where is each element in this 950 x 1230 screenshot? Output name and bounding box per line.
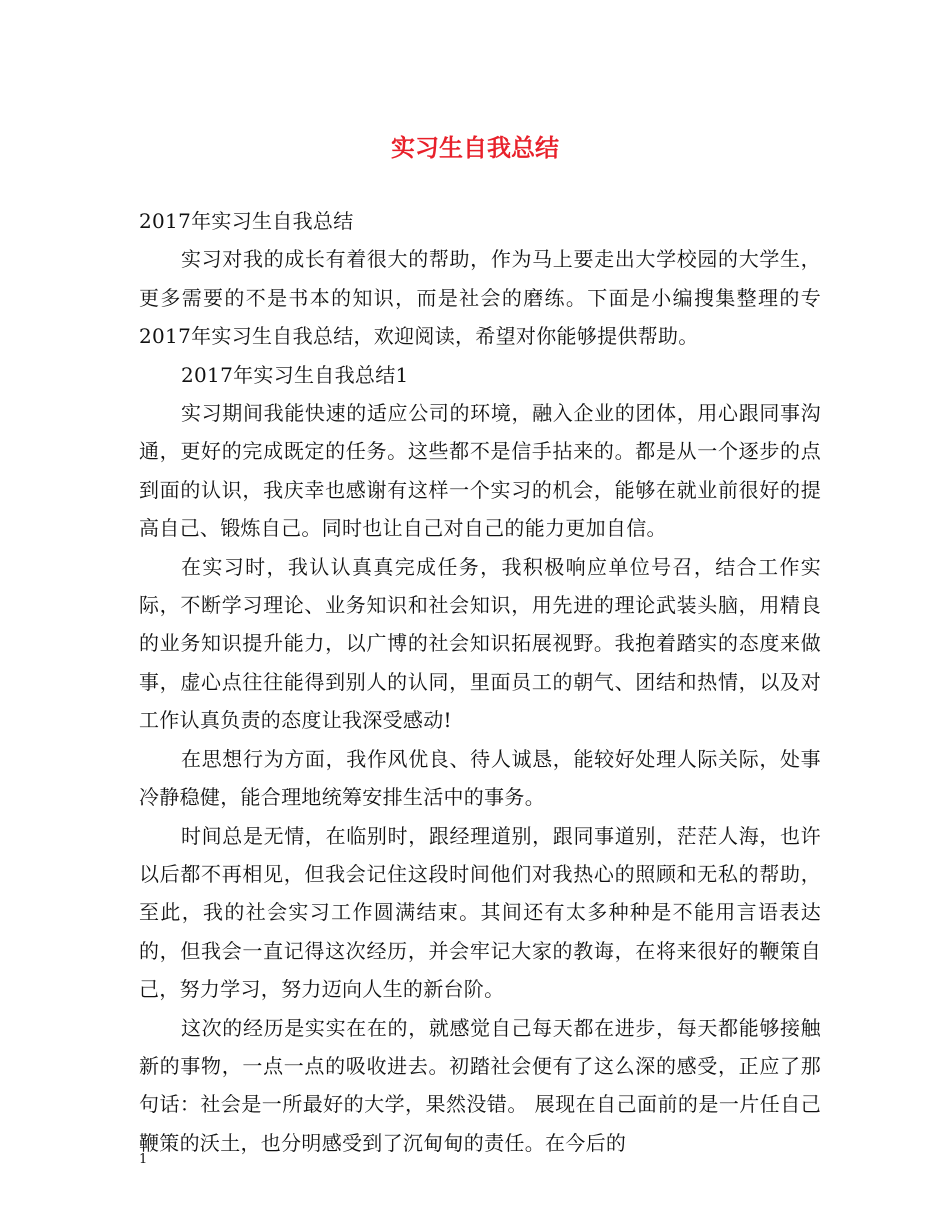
document-subtitle: 2017年实习生自我总结 bbox=[139, 209, 354, 233]
page-number: 1 bbox=[139, 1152, 148, 1167]
body-paragraph: 这次的经历是实实在在的，就感觉自己每天都在进步，每天都能够接触新的事物，一点一点的吸收进去。初踏社会便有了这么深的感受，正应了那句话：社会是一所最好的大学，果然没错。 展现在自己面前的是一片任自己鞭策的沃土，也分明感受到了沉甸甸的责任。在今后的 bbox=[139, 1015, 821, 1155]
section-heading: 2017年实习生自我总结1 bbox=[181, 362, 409, 387]
document-title: 实习生自我总结 bbox=[391, 133, 559, 162]
body-paragraph: 时间总是无情，在临别时，跟经理道别，跟同事道别，茫茫人海，也许以后都不再相见，但我会记住这段时间他们对我热心的照顾和无私的帮助， 至此，我的社会实习工作圆满结束。其间还有太多种种是不能用言语表达的，但我会一直记得这次经历，并会牢记大家的教诲，在将来很好的鞭策自己，努力学习，努力迈向人生的新台阶。 bbox=[139, 823, 821, 1002]
body-paragraph: 在思想行为方面，我作风优良、待人诚恳，能较好处理人际关际，处事冷静稳健，能合理地统筹安排生活中的事务。 bbox=[139, 746, 821, 810]
document-body bbox=[139, 202, 821, 1162]
intro-paragraph: 实习对我的成长有着很大的帮助，作为马上要走出大学校园的大学生，更多需要的不是书本的知识，而是社会的磨练。下面是小编搜集整理的专2017年实习生自我总结，欢迎阅读，希望对你能够提供帮助。 bbox=[139, 247, 821, 349]
body-paragraph: 在实习时，我认认真真完成任务，我积极响应单位号召，结合工作实际，不断学习理论、业务知识和社会知识，用先进的理论武装头脑，用精良的业务知识提升能力，以广博的社会知识拓展视野。我抱着踏实的态度来做事，虚心点往往能得到别人的认同，里面员工的朝气、团结和热情，以及对工作认真负责的态度让我深受感动! bbox=[139, 554, 821, 733]
body-paragraph: 实习期间我能快速的适应公司的环境，融入企业的团体，用心跟同事沟通，更好的完成既定的任务。这些都不是信手拈来的。都是从一个逐步的点到面的认识，我庆幸也感谢有这样一个实习的机会，能够在就业前很好的提高自己、锻炼自己。同时也让自己对自己的能力更加自信。 bbox=[139, 401, 821, 541]
